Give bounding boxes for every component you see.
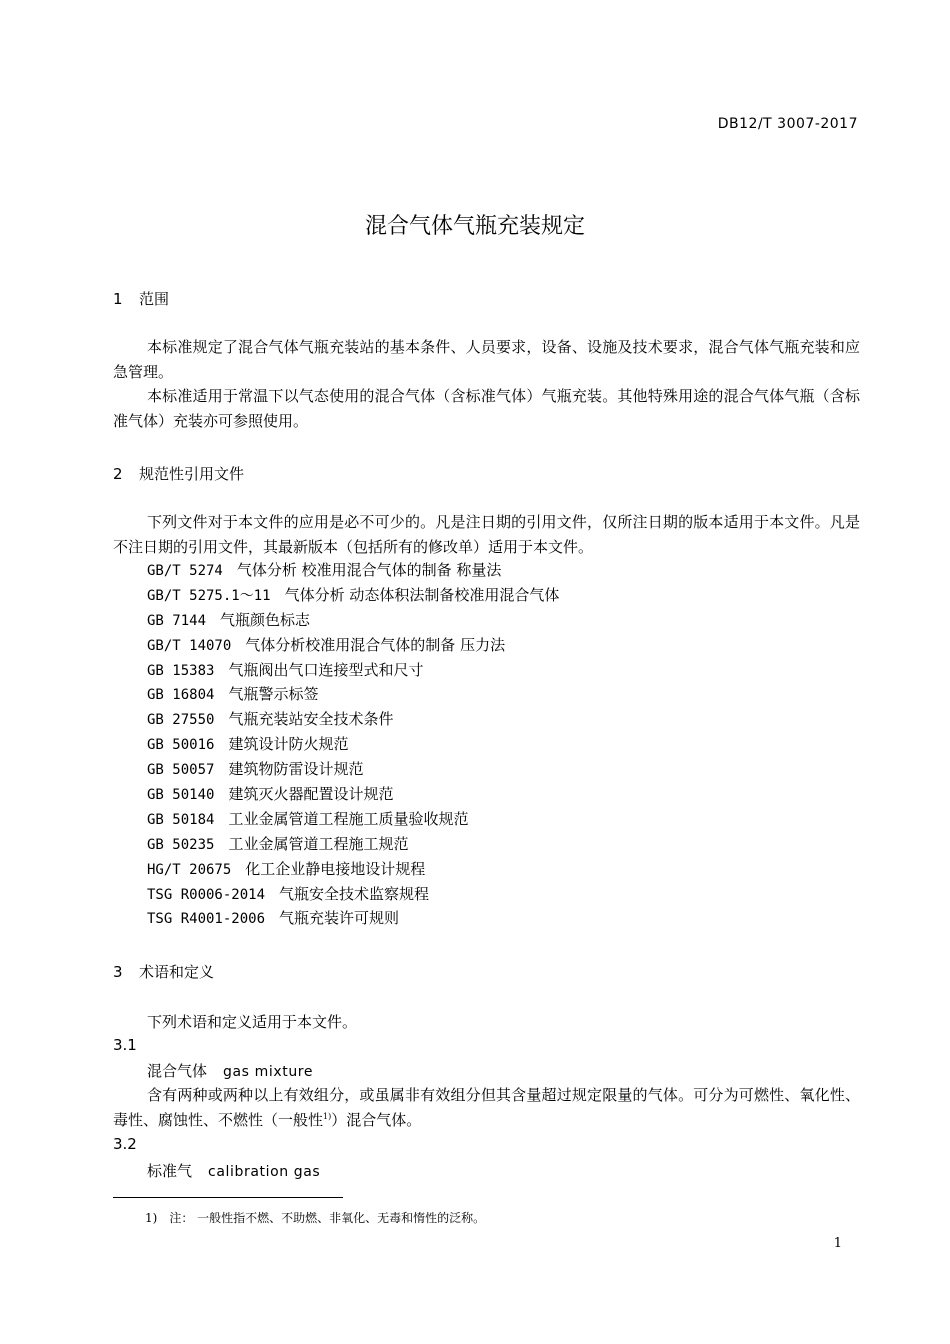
term-english: gas mixture (223, 1064, 314, 1080)
reference-item: TSG R0006-2014 气瓶安全技术监察规程 (147, 884, 430, 903)
section-1-heading (113, 288, 169, 309)
section-number: 1 (113, 290, 123, 308)
term-definition: 含有两种或两种以上有效组分，或虽属非有效组分但其含量超过规定限量的气体。可分为可燃性、氧化性、毒性、腐蚀性、不燃性（一般性$^{1)}$）混合气体。 (113, 1086, 860, 1129)
section-2-heading (113, 463, 244, 484)
reference-item: GB 50016 建筑设计防火规范 (147, 735, 349, 754)
footnote-number: 1) (145, 1211, 158, 1225)
reference-item: GB 15383 气瓶阀出气口连接型式和尺寸 (147, 660, 424, 679)
section-1-paragraph-1: 本标准规定了混合气体气瓶充装站的基本条件、人员要求，设备、设施及技术要求，混合气体气瓶充装和应急管理。 (113, 338, 860, 381)
page-number: 1 (833, 1236, 842, 1251)
term-chinese: 标准气 (147, 1162, 193, 1180)
term-heading (147, 1060, 313, 1081)
section-2-intro: 下列文件对于本文件的应用是必不可少的。凡是注日期的引用文件，仅所注日期的版本适用于本文件。凡是不注日期的引用文件，其最新版本（包括所有的修改单）适用于本文件。 (113, 513, 860, 556)
document-title: 混合气体气瓶充装规定 (364, 214, 585, 239)
section-3-intro: 下列术语和定义适用于本文件。 (147, 1013, 358, 1031)
reference-item: GB/T 5275.1～11 气体分析 动态体积法制备校准用混合气体 (147, 585, 560, 604)
term-number: 3.2 (113, 1135, 137, 1153)
reference-item: GB/T 5274 气体分析 校准用混合气体的制备 称量法 (147, 561, 502, 579)
footnote-separator (113, 1197, 343, 1198)
term-heading (147, 1160, 320, 1181)
reference-item: GB 50184 工业金属管道工程施工质量验收规范 (147, 809, 469, 828)
section-1-paragraph-2: 本标准适用于常温下以气态使用的混合气体（含标准气体）气瓶充装。其他特殊用途的混合气体气瓶（含标准气体）充装亦可参照使用。 (113, 387, 860, 430)
section-number: 3 (113, 963, 123, 981)
footnote-text: 注： 一般性指不燃、不助燃、非氧化、无毒和惰性的泛称。 (169, 1211, 486, 1225)
reference-item: GB 50057 建筑物防雷设计规范 (147, 760, 364, 779)
section-title: 规范性引用文件 (139, 465, 245, 483)
footnote (145, 1209, 485, 1226)
reference-item: GB 16804 气瓶警示标签 (147, 685, 319, 704)
reference-item: GB 27550 气瓶充装站安全技术条件 (147, 710, 394, 729)
reference-item: GB 7144 气瓶颜色标志 (147, 610, 311, 629)
reference-list (147, 558, 559, 931)
reference-item: GB 50235 工业金属管道工程施工规范 (147, 834, 409, 853)
reference-item: GB/T 14070 气体分析校准用混合气体的制备 压力法 (147, 635, 506, 654)
section-number: 2 (113, 465, 123, 483)
term-number: 3.1 (113, 1036, 137, 1054)
section-title: 范围 (139, 290, 170, 308)
term-english: calibration gas (208, 1164, 321, 1180)
term-chinese: 混合气体 (147, 1062, 208, 1080)
reference-item: TSG R4001-2006 气瓶充装许可规则 (147, 909, 400, 928)
reference-item: HG/T 20675 化工企业静电接地设计规程 (147, 859, 426, 878)
section-title: 术语和定义 (139, 963, 215, 981)
document-id: DB12/T 3007-2017 (717, 116, 858, 132)
reference-item: GB 50140 建筑灭火器配置设计规范 (147, 785, 394, 804)
footnote-marker: 1) (323, 1111, 332, 1121)
section-3-heading (113, 961, 214, 982)
